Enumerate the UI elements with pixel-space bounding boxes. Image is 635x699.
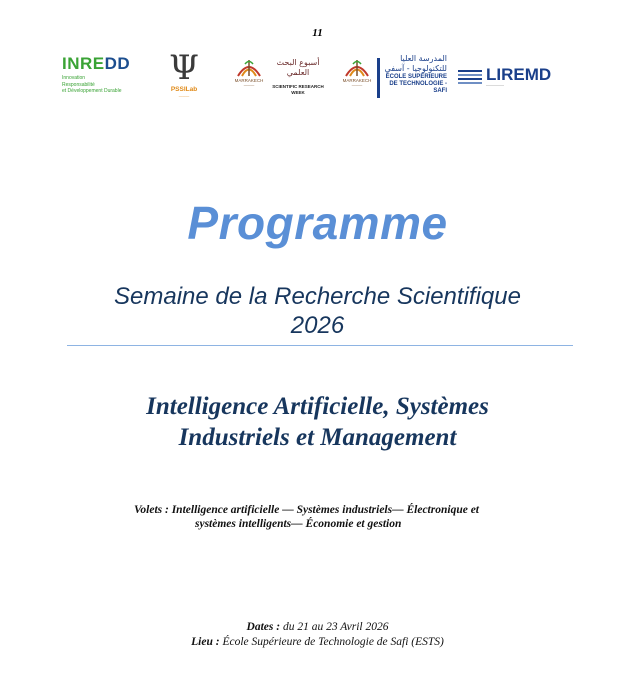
ests-french-line1: ÉCOLE SUPÉRIEURE (385, 74, 447, 80)
subtitle-year: 2026 (290, 312, 345, 339)
uca-logo-right (340, 56, 374, 104)
inredd-line3: et Développement Durable (62, 88, 122, 94)
research-week-arabic: أسبوع البحث العلمي (276, 58, 320, 77)
ests-logo (377, 54, 447, 104)
volets-text (134, 503, 554, 531)
inredd-logo-name-end: DD (104, 54, 131, 73)
uca-emblem-icon (236, 56, 262, 78)
event-subtitle (0, 282, 635, 340)
liremd-logo (458, 66, 553, 96)
theme-line2: Industriels et Management (178, 424, 457, 451)
lieu-value: École Supérieure de Technologie de Safi (ESTS) (219, 636, 444, 648)
subtitle-line1: Semaine de la Recherche Scientifique (114, 283, 521, 310)
lieu-line (0, 635, 635, 650)
liremd-logo-tagline: —————— (486, 83, 504, 87)
dates-value: du 21 au 23 Avril 2026 (280, 621, 389, 633)
uca-logo-left-sub: ——— (243, 83, 255, 87)
dates-line (0, 620, 635, 635)
uca-logo-left (230, 56, 268, 104)
ests-arabic-line1: المدرسة العليا (400, 54, 447, 63)
research-week-logo (272, 58, 324, 104)
pssilab-logo-tagline: ——— (178, 94, 190, 98)
ests-logo-bar (377, 58, 380, 98)
pssilab-logo-name: PSSILab (170, 86, 198, 93)
inredd-line2: Responsabilité (62, 81, 95, 88)
ests-french-line2: DE TECHNOLOGIE - SAFI (389, 81, 447, 94)
dates-label: Dates : (246, 621, 281, 633)
event-details (0, 620, 635, 650)
uca-emblem-icon-2 (344, 56, 370, 78)
pssilab-logo (164, 50, 204, 102)
psi-icon: Ψ (169, 48, 199, 88)
volets-line1: Intelligence artificielle — Systèmes industriels— Électronique et (168, 504, 479, 516)
volets-line2: systèmes intelligents— Économie et gestion (195, 518, 402, 530)
uca-logo-right-name: MARRAKECH (342, 78, 372, 83)
theme-line1: Intelligence Artificielle, Systèmes (146, 393, 489, 420)
inredd-logo (62, 55, 152, 101)
uca-logo-left-name: MARRAKECH (234, 78, 264, 83)
liremd-stripes-icon (458, 66, 484, 88)
ests-arabic-line2: للتكنولوجيا - آسفي (384, 64, 447, 73)
liremd-logo-name: LIREMD (486, 65, 552, 84)
inredd-logo-name: INRE (62, 54, 105, 73)
inredd-line1: Innovation (62, 75, 86, 81)
research-week-english-line1: SCIENTIFIC RESEARCH (272, 84, 324, 89)
volets-label: Volets : (134, 504, 169, 516)
uca-logo-right-sub: ——— (351, 83, 363, 87)
lieu-label: Lieu : (191, 636, 220, 648)
programme-title: Programme (187, 197, 448, 249)
horizontal-divider (67, 345, 573, 346)
research-week-english-line2: WEEK (291, 89, 305, 95)
event-theme (0, 391, 635, 453)
page-number: 11 (312, 27, 323, 39)
